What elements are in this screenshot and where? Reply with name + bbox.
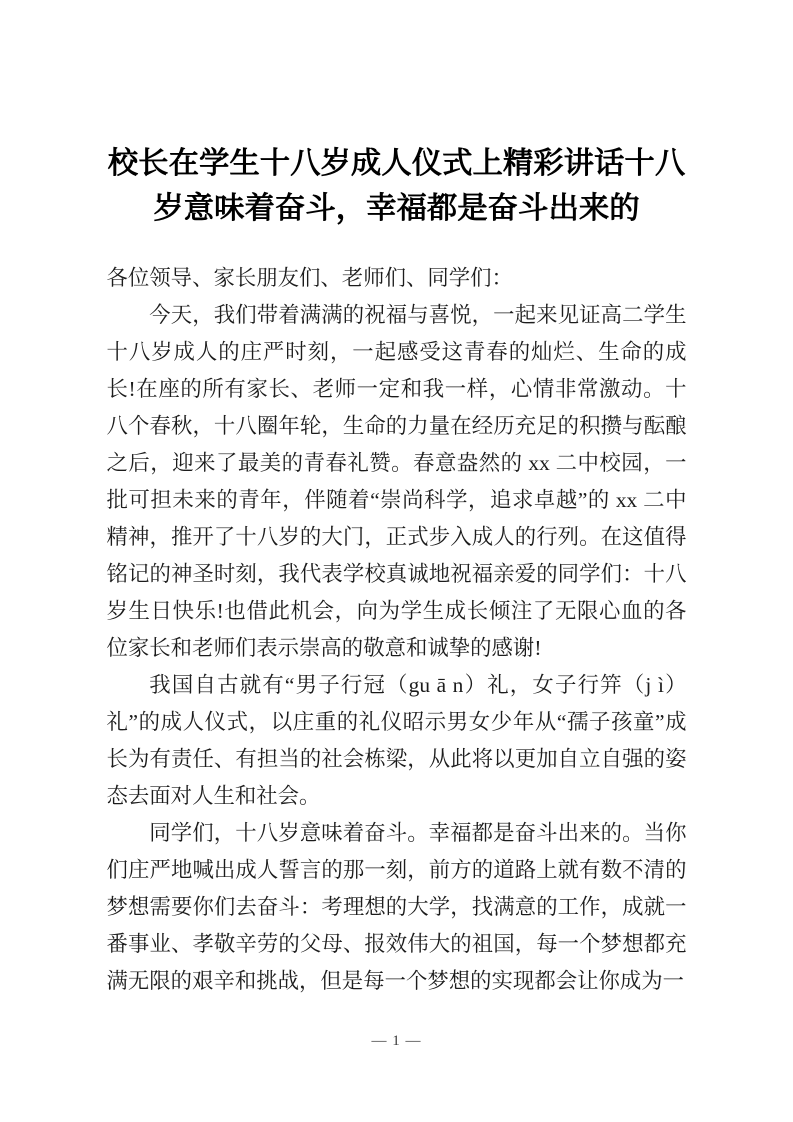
document-title: 校长在学生十八岁成人仪式上精彩讲话十八岁意味着奋斗，幸福都是奋斗出来的 (107, 146, 686, 225)
paragraph-opening: 今天，我们带着满满的祝福与喜悦，一起来见证高二学生十八岁成人的庄严时刻，一起感受这青春的灿烂、生命的成长!在座的所有家长、老师一定和我一样，心情非常激动。十八个春秋，十八圈年轮，生命的力量在经历充足的积攒与酝酿之后，迎来了最美的青春礼赞。春意盎然的 xx 二中校园，一批可担未来的青年，伴随着“崇尚科学，追求卓越”的 xx 二中精神，推开了十八岁的大门，正式步入成人的行列。在这值得铭记的神圣时刻，我代表学校真诚地祝福亲爱的同学们：十八岁生日快乐!也借此机会，向为学生成长倾注了无限心血的各位家长和老师们表示崇高的敬意和诚挚的感谢! (106, 303, 687, 660)
paragraph-striving: 同学们，十八岁意味着奋斗。幸福都是奋斗出来的。当你们庄严地喊出成人誓言的那一刻，前方的道路上就有数不清的梦想需要你们去奋斗：考理想的大学，找满意的工作，成就一番事业、孝敬辛劳的父母、报效伟大的祖国，每一个梦想都充满无限的艰辛和挑战，但是每一个梦想的实现都会让你成为一 (106, 821, 687, 993)
page-number: — 1 — (371, 1033, 422, 1049)
paragraph-tradition: 我国自古就有“男子行冠（gu ā n）礼，女子行笄（j ì）礼”的成人仪式，以庄重的礼仪昭示男女少年从“孺子孩童”成长为有责任、有担当的社会栋梁，从此将以更加自立自强的姿态去面对人生和社会。 (106, 673, 687, 808)
salutation-line: 各位领导、家长朋友们、老师们、同学们： (106, 266, 513, 290)
document-body (107, 260, 687, 1000)
